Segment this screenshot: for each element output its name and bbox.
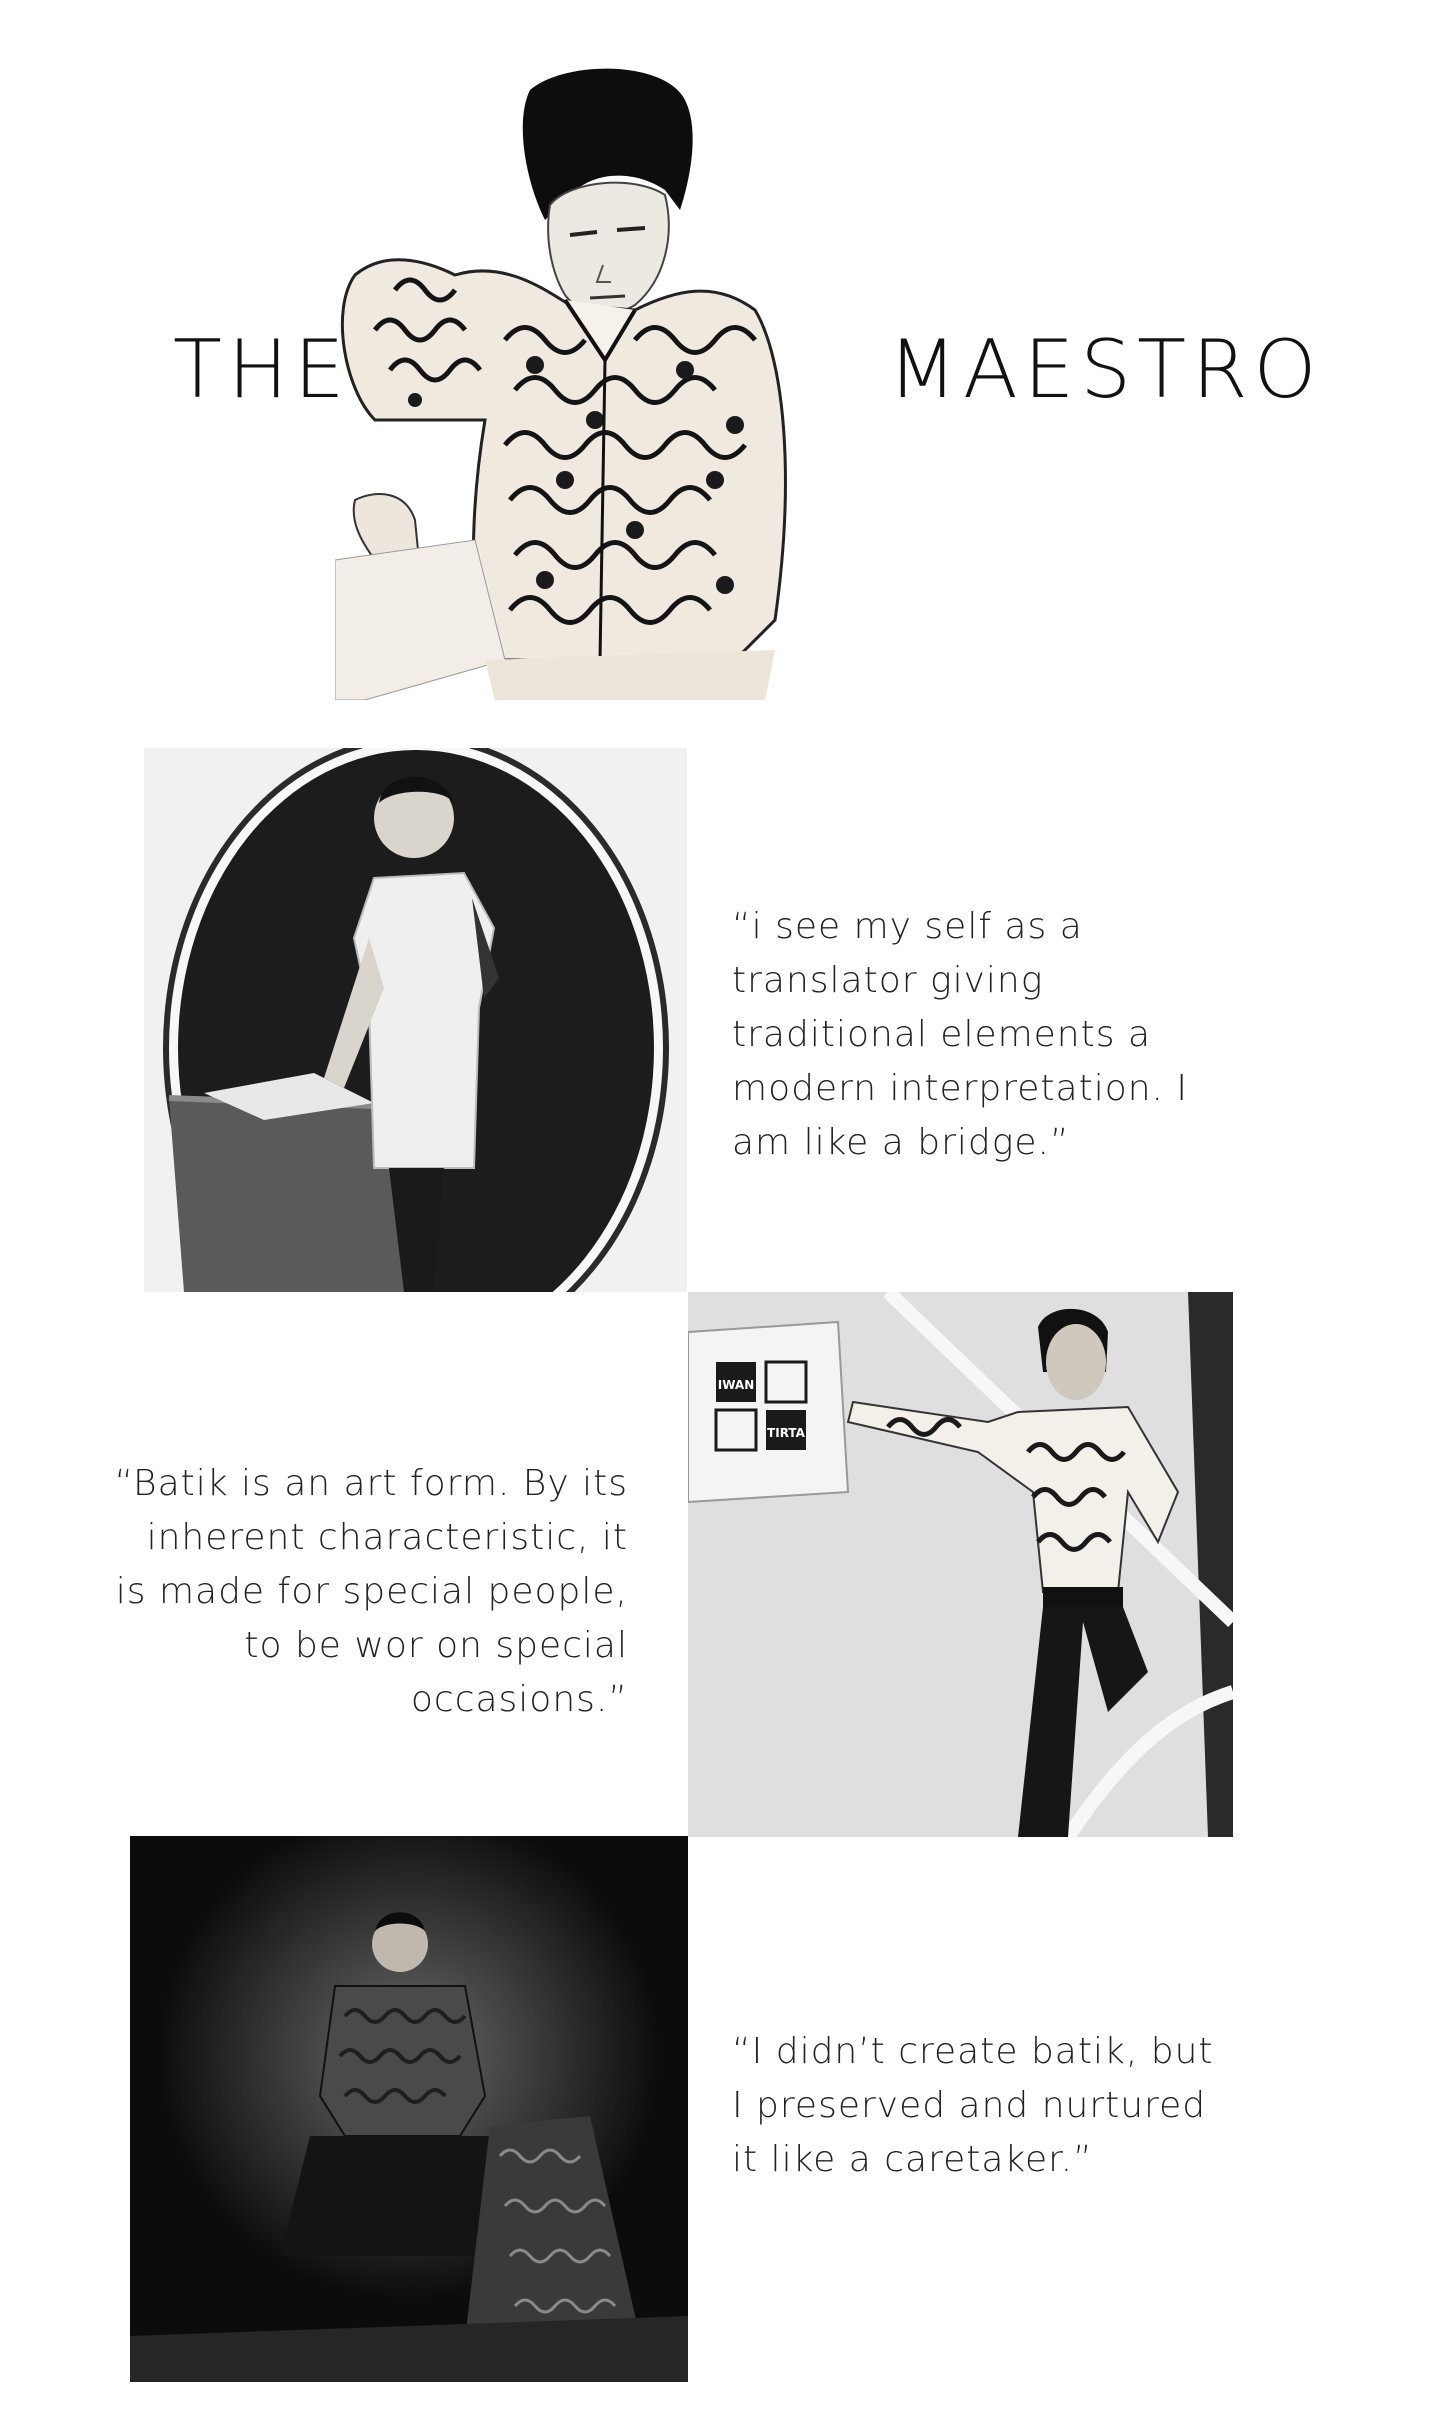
quote-caretaker: “I didn’t create batik, but I preserved and nurtured it like a caretaker.” — [732, 2031, 1214, 2180]
childhood-photo — [144, 748, 687, 1292]
hero-portrait-illustration — [335, 60, 890, 700]
box-label-top: IWAN — [717, 1378, 755, 1392]
seated-portrait-illustration — [130, 1836, 688, 2382]
hero-title-right: MAESTRO — [888, 323, 1323, 416]
standing-photo — [688, 1292, 1233, 1837]
hero-title-left: THE — [173, 323, 351, 416]
quote-translator: “i see my self as a translator giving traditional elements a modern interpretation. I am like a bridge.” — [732, 906, 1189, 1163]
quote-batik-art-form: “Batik is an art form. By its inherent characteristic, it is made for special people, to be wor on special occasions.” — [114, 1463, 628, 1720]
standing-man-illustration — [688, 1292, 1233, 1837]
hero-portrait-photo — [335, 60, 890, 700]
box-label-bottom: TIRTA — [767, 1426, 805, 1440]
childhood-oval-portrait — [144, 748, 687, 1292]
seated-portrait-photo — [130, 1836, 688, 2382]
